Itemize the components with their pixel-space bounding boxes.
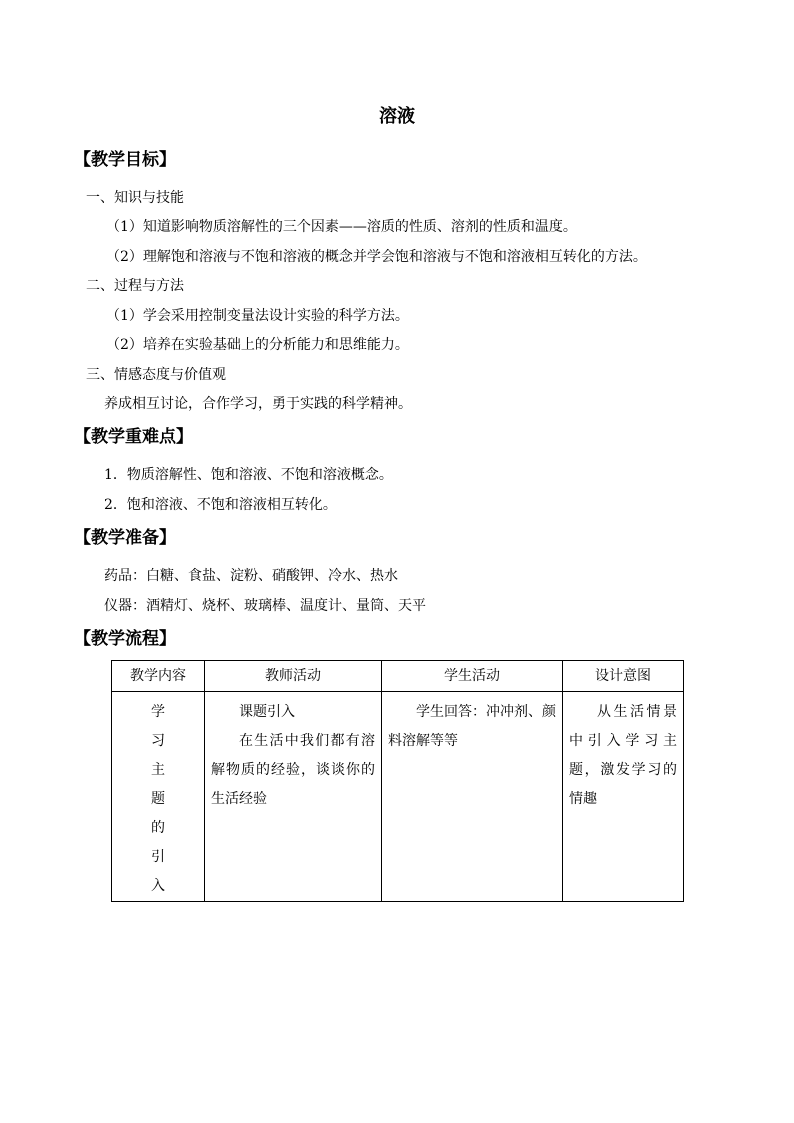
vertical-char: 入 <box>151 878 165 894</box>
student-activity-text: 学生回答：冲冲剂、颜料溶解等等 <box>388 704 556 749</box>
header-student-activity: 学生活动 <box>382 661 563 692</box>
objective-item: （1）知道影响物质溶解性的三个因素——溶质的性质、溶剂的性质和温度。 <box>106 219 577 235</box>
teaching-process-table <box>111 660 684 902</box>
heading-key-difficult-points: 【教学重难点】 <box>74 427 193 447</box>
cell-design-intent <box>563 692 684 902</box>
table-header-row <box>112 661 684 692</box>
subheading-knowledge-skills: 一、知识与技能 <box>86 190 184 206</box>
vertical-char: 题 <box>151 791 165 807</box>
header-teaching-content: 教学内容 <box>112 661 205 692</box>
document-title: 溶液 <box>379 106 415 127</box>
heading-teaching-preparation: 【教学准备】 <box>74 528 176 548</box>
vertical-char: 主 <box>151 762 165 778</box>
table-row <box>112 692 684 902</box>
design-intent-text: 从生活情景中引入学习主题，激发学习的情趣 <box>569 704 677 807</box>
preparation-chemicals: 药品：白糖、食盐、淀粉、硝酸钾、冷水、热水 <box>104 568 398 584</box>
vertical-char: 习 <box>151 733 165 749</box>
cell-teacher-activity <box>205 692 382 902</box>
preparation-instruments: 仪器：酒精灯、烧杯、玻璃棒、温度计、量筒、天平 <box>104 598 426 614</box>
vertical-char: 学 <box>151 704 165 720</box>
objective-item: （1）学会采用控制变量法设计实验的科学方法。 <box>106 308 409 324</box>
objective-item: 养成相互讨论，合作学习，勇于实践的科学精神。 <box>104 396 412 412</box>
subheading-emotion-values: 三、情感态度与价值观 <box>86 367 226 383</box>
objective-item: （2）理解饱和溶液与不饱和溶液的概念并学会饱和溶液与不饱和溶液相互转化的方法。 <box>106 249 647 265</box>
cell-student-activity <box>382 692 563 902</box>
teacher-activity-title: 课题引入 <box>239 704 295 720</box>
cell-teaching-content <box>112 692 205 902</box>
objective-item: （2）培养在实验基础上的分析能力和思维能力。 <box>106 337 409 353</box>
heading-teaching-process: 【教学流程】 <box>74 629 176 649</box>
header-design-intent: 设计意图 <box>563 661 684 692</box>
header-teacher-activity: 教师活动 <box>205 661 382 692</box>
key-point-item: 1．物质溶解性、饱和溶液、不饱和溶液概念。 <box>104 467 393 483</box>
vertical-char: 引 <box>151 849 165 865</box>
teacher-activity-text: 在生活中我们都有溶解物质的经验，谈谈你的生活经验 <box>211 733 375 807</box>
key-point-item: 2．饱和溶液、不饱和溶液相互转化。 <box>104 497 337 513</box>
heading-teaching-objectives: 【教学目标】 <box>74 150 176 170</box>
vertical-char: 的 <box>151 820 165 836</box>
subheading-process-methods: 二、过程与方法 <box>86 278 184 294</box>
